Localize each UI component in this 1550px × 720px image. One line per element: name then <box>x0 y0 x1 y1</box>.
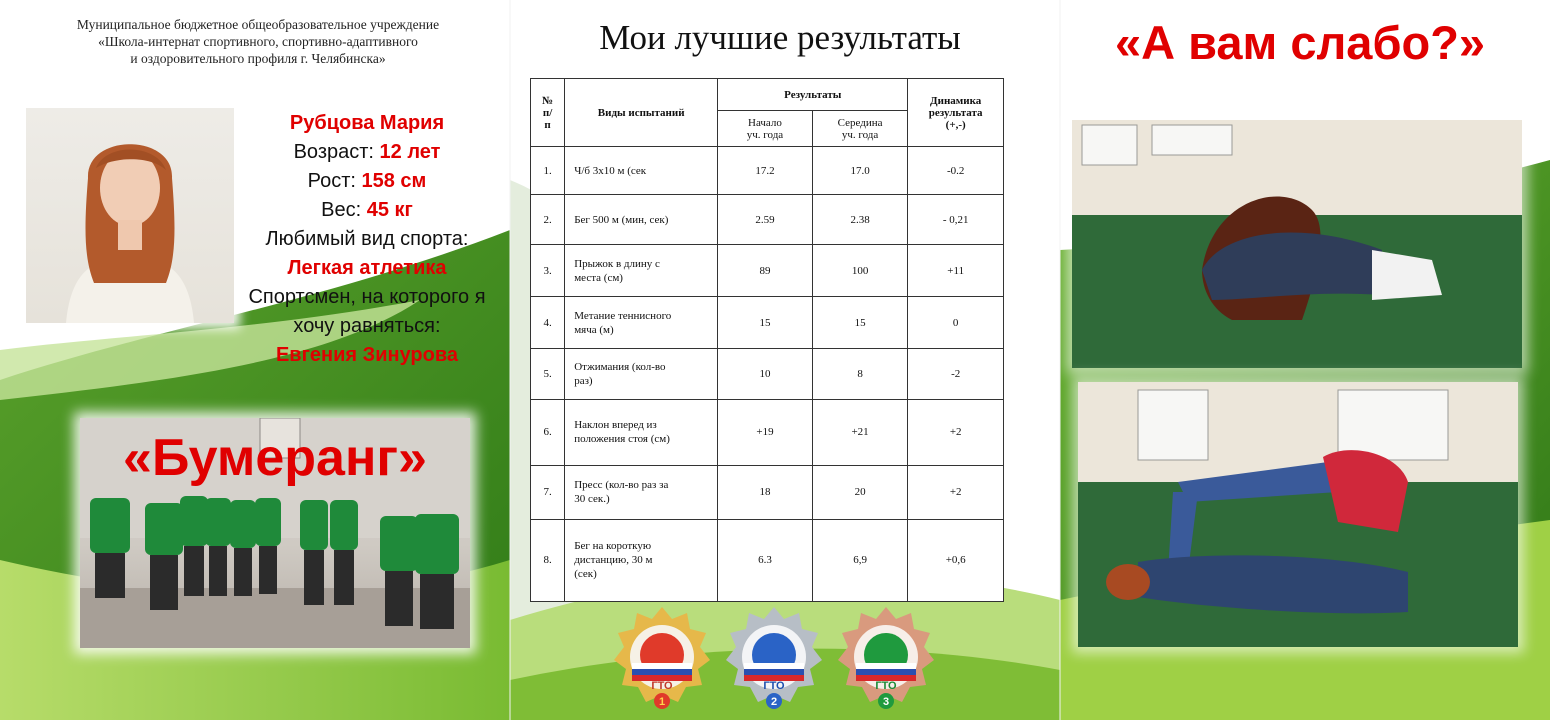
cell-test-line: Бег 500 м (мин, сек) <box>574 213 669 226</box>
profile-name: Рубцова Мария <box>289 112 445 134</box>
cell-dynamics: +2 <box>908 399 1004 465</box>
cell-test <box>565 297 718 349</box>
header-num: № п/ п <box>531 79 565 147</box>
cell-test <box>565 349 718 399</box>
weight-value: 45 кг <box>366 199 413 221</box>
table-row <box>531 399 1004 465</box>
cell-num: 6. <box>531 399 565 465</box>
idol-value: Евгения Зинурова <box>275 344 459 366</box>
school-name <box>8 16 508 67</box>
team-name: «Бумеранг» <box>123 429 427 487</box>
cell-test-line: Наклон вперед из <box>574 419 657 432</box>
profile-age <box>222 138 512 167</box>
weight-label: Вес: <box>321 199 367 221</box>
results-table <box>530 78 1004 602</box>
cell-num: 3. <box>531 245 565 297</box>
cell-middle: 100 <box>812 245 908 297</box>
table-row <box>531 297 1004 349</box>
badge-2-level: 2 <box>770 696 778 708</box>
age-label: Возраст: <box>293 141 380 163</box>
portrait-photo <box>26 108 234 323</box>
profile-info <box>222 109 512 370</box>
table-row <box>531 519 1004 601</box>
stretching-photo <box>1072 120 1522 368</box>
table-row <box>531 245 1004 297</box>
table-row <box>531 147 1004 195</box>
school-name-line2: «Школа-интернат спортивного, спортивно-адаптивного <box>98 34 418 49</box>
cell-test-line: (сек) <box>574 568 597 581</box>
badge-2-label: ГТО <box>763 680 785 692</box>
cell-dynamics: +0,6 <box>908 519 1004 601</box>
badge-3-label: ГТО <box>875 680 897 692</box>
header-start: Начало уч. года <box>718 111 813 147</box>
cell-start: +19 <box>718 399 813 465</box>
cell-dynamics: 0 <box>908 297 1004 349</box>
cell-test-line: Бег на короткую <box>574 540 652 553</box>
cell-middle: 17.0 <box>812 147 908 195</box>
sport-value: Легкая атлетика <box>287 257 447 279</box>
cell-test-line: раз) <box>574 375 593 388</box>
cell-start: 18 <box>718 465 813 519</box>
cell-test <box>565 519 718 601</box>
cell-test-line: места (см) <box>574 271 623 284</box>
table-row <box>531 465 1004 519</box>
header-results: Результаты <box>718 79 908 111</box>
table-header-row <box>531 79 1004 111</box>
cell-test-line: 30 сек.) <box>574 493 610 506</box>
cell-dynamics: -2 <box>908 349 1004 399</box>
cell-test-line: дистанцию, 30 м <box>574 554 653 567</box>
cell-test <box>565 195 718 245</box>
age-value: 12 лет <box>379 141 441 163</box>
school-name-line3: и оздоровительного профиля г. Челябинска» <box>130 51 386 66</box>
gto-badge-bronze <box>836 605 936 710</box>
cell-test-line: Метание теннисного <box>574 309 672 322</box>
cell-test <box>565 245 718 297</box>
cell-middle: 2.38 <box>812 195 908 245</box>
cell-test-line: Прыжок в длину с <box>574 257 660 270</box>
cell-dynamics: -0.2 <box>908 147 1004 195</box>
cell-start: 89 <box>718 245 813 297</box>
table-row <box>531 349 1004 399</box>
cell-num: 7. <box>531 465 565 519</box>
profile-height <box>222 167 512 196</box>
badge-1-label: ГТО <box>651 680 673 692</box>
cell-test-line: Пресс (кол-во раз за <box>574 479 669 492</box>
school-name-line1: Муниципальное бюджетное общеобразовательное учреждение <box>76 17 440 32</box>
gto-badge-gold <box>612 605 712 710</box>
cell-num: 4. <box>531 297 565 349</box>
cell-dynamics: +11 <box>908 245 1004 297</box>
gto-badge-silver <box>724 605 824 710</box>
cell-num: 1. <box>531 147 565 195</box>
cell-start: 10 <box>718 349 813 399</box>
cell-middle: 15 <box>812 297 908 349</box>
cell-test <box>565 465 718 519</box>
badge-3-level: 3 <box>882 696 890 708</box>
cell-test-line: Отжимания (кол-во <box>574 361 666 374</box>
header-middle: Середина уч. года <box>812 111 908 147</box>
cell-start: 15 <box>718 297 813 349</box>
cell-middle: 8 <box>812 349 908 399</box>
cell-num: 5. <box>531 349 565 399</box>
height-label: Рост: <box>307 170 362 192</box>
cell-test-line: Ч/б 3х10 м (сек <box>574 164 647 177</box>
cell-middle: 6,9 <box>812 519 908 601</box>
results-title: Мои лучшие результаты <box>599 18 961 57</box>
cell-dynamics: - 0,21 <box>908 195 1004 245</box>
slogan: «А вам слабо?» <box>1114 16 1486 69</box>
sport-label: Любимый вид спорта: <box>265 228 469 250</box>
header-dynamics: Динамика результата (+,-) <box>908 79 1004 147</box>
profile-weight <box>222 196 512 225</box>
idol-label-line1: Спортсмен, на которого я <box>248 286 486 308</box>
cell-test-line: мяча (м) <box>574 323 614 336</box>
cell-middle: 20 <box>812 465 908 519</box>
cell-middle: +21 <box>812 399 908 465</box>
cell-start: 6.3 <box>718 519 813 601</box>
cell-num: 2. <box>531 195 565 245</box>
cell-start: 2.59 <box>718 195 813 245</box>
cell-test <box>565 147 718 195</box>
header-test: Виды испытаний <box>565 79 718 147</box>
partner-exercise-photo <box>1078 382 1518 647</box>
cell-start: 17.2 <box>718 147 813 195</box>
cell-dynamics: +2 <box>908 465 1004 519</box>
cell-test <box>565 399 718 465</box>
idol-label-line2: хочу равняться: <box>293 315 441 337</box>
cell-test-line: положения стоя (см) <box>574 433 670 446</box>
table-row <box>531 195 1004 245</box>
height-value: 158 см <box>361 170 427 192</box>
cell-num: 8. <box>531 519 565 601</box>
badge-1-level: 1 <box>658 696 666 708</box>
